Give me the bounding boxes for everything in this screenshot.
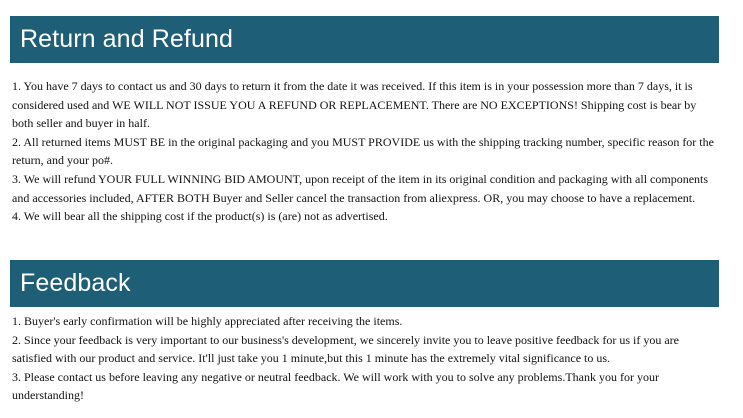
return-refund-section xyxy=(10,16,719,226)
return-refund-paragraph-4: 4. We will bear all the shipping cost if the product(s) is (are) not as advertised. xyxy=(12,209,388,224)
feedback-section xyxy=(10,260,719,405)
return-refund-paragraph-3: 3. We will refund YOUR FULL WINNING BID AMOUNT, upon receipt of the item in its original condition and packaging with all components and accessories included, AFTER BOTH Buyer and Seller cancel the transaction from aliexpress. OR, you may choose to have a replacement. xyxy=(12,171,709,205)
feedback-paragraph-1: 1. Buyer's early confirmation will be highly appreciated after receiving the items. xyxy=(12,314,403,328)
feedback-paragraph-3: 3. Please contact us before leaving any negative or neutral feedback. We will work with you to solve any problems.Thank you for your understanding! xyxy=(12,369,659,403)
return-refund-paragraph-2: 2. All returned items MUST BE in the original packaging and you MUST PROVIDE us with the shipping tracking number, specific reason for the return, and your po#. xyxy=(12,134,714,168)
return-refund-title: Return and Refund xyxy=(20,25,233,53)
return-refund-paragraph-1: 1. You have 7 days to contact us and 30 days to return it from the date it was received. If this item is in your possession more than 7 days, it is considered used and WE WILL NOT ISSUE YOU A REFUND OR REPLACEMENT. There are NO EXCEPTIONS! Shipping cost is bear by both seller and buyer in half. xyxy=(12,79,697,131)
return-refund-body xyxy=(10,77,719,226)
feedback-title: Feedback xyxy=(20,269,131,297)
return-refund-header xyxy=(10,16,719,63)
feedback-body xyxy=(10,312,719,405)
feedback-header xyxy=(10,260,719,307)
feedback-paragraph-2: 2. Since your feedback is very important to our business's development, we sincerely invite you to leave positive feedback for us if you are satisfied with our product and service. It'll just take you 1 minute,but this 1 minute has the extremely vital significance to us. xyxy=(12,332,679,366)
